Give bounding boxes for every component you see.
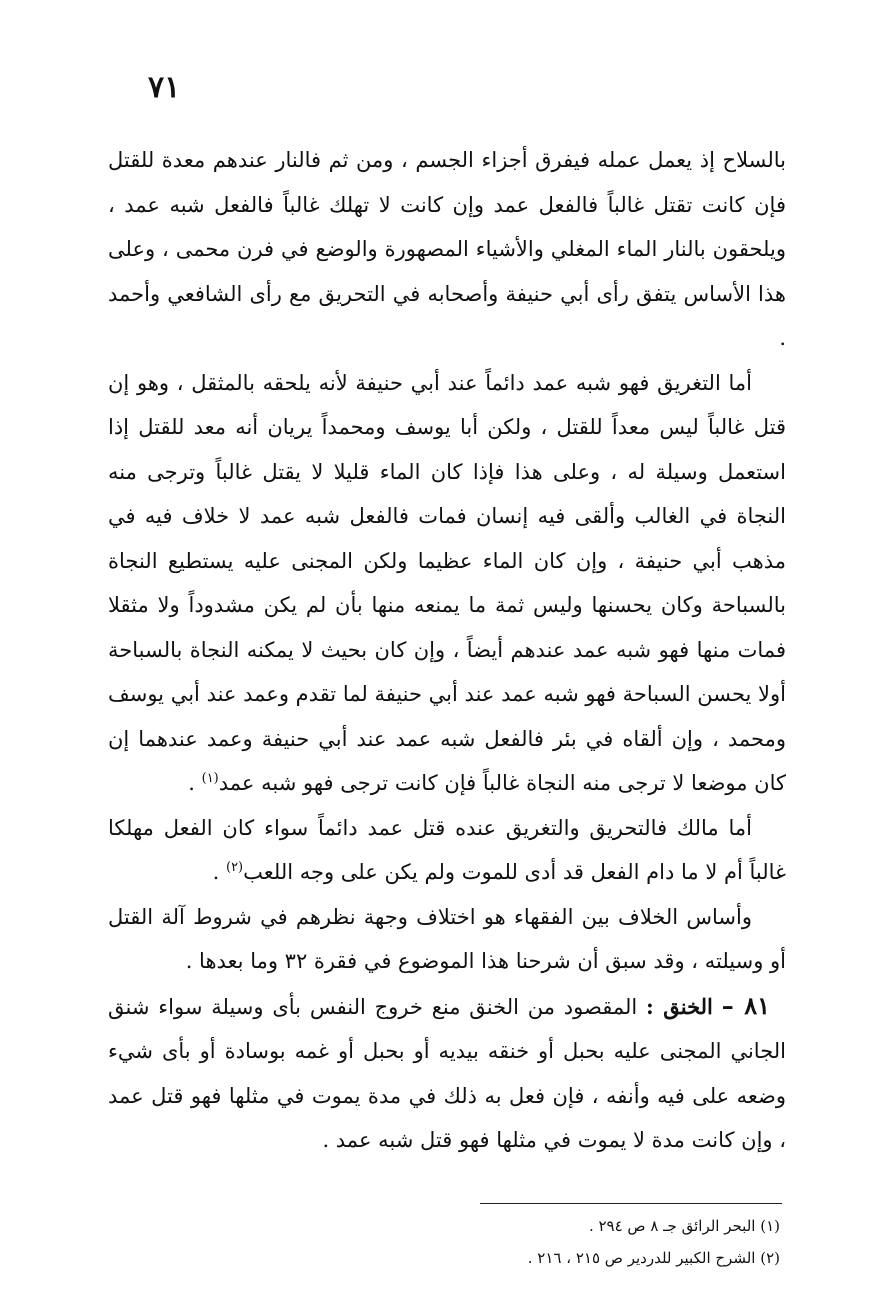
- section-text: المقصود من الخنق منع خروج النفس بأى وسيلة سواء شنق الجاني المجنى عليه بحبل أو خنقه بيديه أو بحبل أو غمه بوسادة أو بأى شيء وضعه على فيه وأنفه ، فإن فعل به ذلك في مدة يموت في مثلها فهو قتل عمد ، وإن كانت مدة لا يموت في مثلها فهو قتل شبه عمد .: [108, 994, 786, 1152]
- paragraph-drowning: أما التغريق فهو شبه عمد دائماً عند أبي حنيفة لأنه يلحقه بالمثقل ، وهو إن قتل غالباً ليس معداً للقتل ، ولكن أبا يوسف ومحمداً يريان أنه معد للقتل إذا استعمل وسيلة له ، وعلى هذا فإذا كان الماء قليلا لا يقتل غالباً وترجى منه النجاة في الغالب وألقى فيه إنسان فمات فالفعل شبه عمد لا خلاف فيه في مذهب أبي حنيفة ، وإن كان الماء عظيما ولكن المجنى عليه يستطيع النجاة بالسباحة وكان يحسنها وليس ثمة ما يمنعه منها بأن لم يكن مشدوداً ولا مثقلا فمات منها فهو شبه عمد عندهم أيضاً ، وإن كان بحيث لا يمكنه النجاة بالسباحة أولا يحسن السباحة فهو شبه عمد عند أبي حنيفة لما تقدم وعمد عند أبي يوسف ومحمد ، وإن ألقاه في بئر فالفعل شبه عمد عند أبي حنيفة وعمد عندهما إن كان موضعا لا ترجى منه النجاة غالباً فإن كانت ترجى فهو شبه عمد$^{(١)}$ .: [108, 370, 786, 795]
- footnotes: [330, 1210, 780, 1274]
- paragraph-malik: أما مالك فالتحريق والتغريق عنده قتل عمد دائماً سواء كان الفعل مهلكا غالباً أم لا ما دام الفعل قد أدى للموت ولم يكن على وجه اللعب$^{(٢)}$ .: [108, 815, 786, 884]
- paragraph-basis: وأساس الخلاف بين الفقهاء هو اختلاف وجهة نظرهم في شروط آلة القتل أو وسيلته ، وقد سبق أن شرحنا هذا الموضوع في فقرة ٣٢ وما بعدها .: [108, 904, 786, 973]
- paragraph-drowning-text: أما التغريق فهو شبه عمد دائماً عند أبي حنيفة لأنه يلحقه بالمثقل ، وهو إن قتل غالباً ليس معداً للقتل ، ولكن أبا يوسف ومحمداً يريان أنه معد للقتل إذا استعمل وسيلة له ، وعلى هذا فإذا كان الماء قليلا لا يقتل غالباً وترجى منه النجاة في الغالب وألقى فيه إنسان فمات فالفعل شبه عمد لا خلاف فيه في مذهب أبي حنيفة ، وإن كان الماء عظيما ولكن المجنى عليه يستطيع النجاة بالسباحة وكان يحسنها وليس ثمة ما يمنعه منها بأن لم يكن مشدوداً ولا مثقلا فمات منها فهو شبه عمد عندهم أيضاً ، وإن كان بحيث لا يمكنه النجاة بالسباحة أولا يحسن السباحة فهو شبه عمد عند أبي حنيفة لما تقدم وعمد عند أبي يوسف ومحمد ، وإن ألقاه في بئر فالفعل شبه عمد عند أبي حنيفة وعمد عندهما إن كان موضعا لا ترجى منه النجاة غالباً فإن كانت ترجى فهو شبه عمد: [108, 370, 786, 795]
- page-number: ٧١: [148, 70, 181, 105]
- paragraph-malik-text: أما مالك فالتحريق والتغريق عنده قتل عمد دائماً سواء كان الفعل مهلكا غالباً أم لا ما دام الفعل قد أدى للموت ولم يكن على وجه اللعب: [108, 815, 786, 884]
- footnote-ref-2: (٢): [225, 860, 244, 875]
- footnote-2: (٢) الشرح الكبير للدردير ص ٢١٥ ، ٢١٦ .: [527, 1249, 780, 1267]
- footnote-1: (١) البحر الرائق جـ ٨ ص ٢٩٤ .: [588, 1217, 780, 1235]
- footnote-ref-1: (١): [201, 771, 219, 786]
- main-text: [108, 138, 786, 1163]
- footnote-divider: [480, 1203, 782, 1204]
- paragraph-fire: بالسلاح إذ يعمل عمله فيفرق أجزاء الجسم ، ومن ثم فالنار عندهم معدة للقتل فإن كانت تقتل غالباً فالفعل عمد وإن كانت لا تهلك غالباً فالفعل شبه عمد ، ويلحقون بالنار الماء المغلي والأشياء المصهورة والوضع في فرن محمى ، وعلى هذا الأساس يتفق رأى أبي حنيفة وأصحابه في التحريق مع رأى الشافعي وأحمد .: [108, 148, 786, 350]
- section-strangulation: [108, 984, 786, 1163]
- section-title: الخنق :: [646, 993, 713, 1019]
- section-number: ٨١ –: [721, 990, 771, 1020]
